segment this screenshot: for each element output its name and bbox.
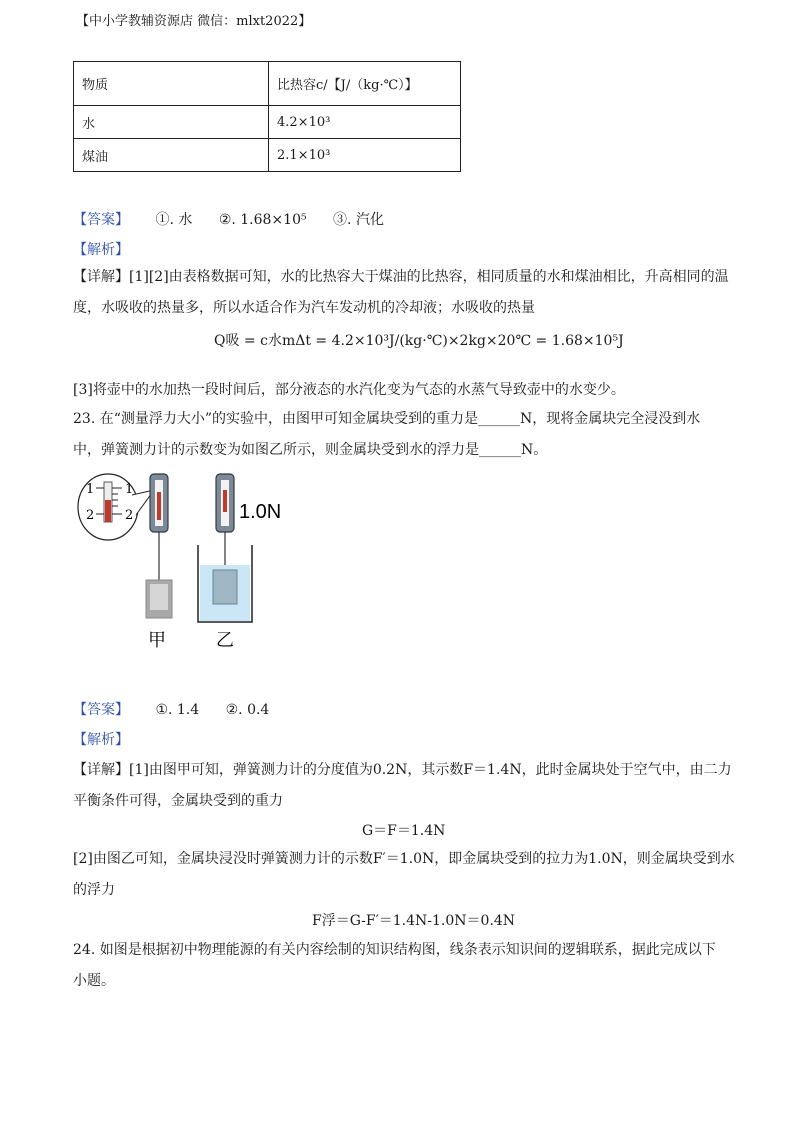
- scale-number: 2: [125, 508, 134, 523]
- answer-tag: 【答案】: [73, 212, 129, 228]
- answer-item: ①. 水: [155, 212, 193, 228]
- analysis-tag: 【解析】: [73, 242, 129, 258]
- table-header-cell: 比热容c/【J/（kg·℃）】: [269, 62, 461, 106]
- table-cell: 水: [74, 106, 269, 139]
- q23-answer-line: [73, 700, 291, 720]
- question-text: 小题。: [73, 973, 115, 989]
- gravity-equation: G＝F＝1.4N: [362, 823, 446, 839]
- spring-scale-diagram: [74, 470, 294, 660]
- figure-caption-a: 甲: [148, 630, 166, 651]
- answer-item: ②. 0.4: [225, 702, 270, 718]
- question-text: 中，弹簧测力计的示数变为如图乙所示，则金属块受到水的浮力是______N。: [73, 442, 548, 458]
- table-header-cell: 物质: [74, 62, 269, 106]
- answer-item: ③. 汽化: [333, 212, 384, 228]
- answer-tag: 【答案】: [73, 702, 129, 718]
- table-cell: 煤油: [74, 139, 269, 172]
- buoyancy-equation: F浮＝G-F′＝1.4N-1.0N＝0.4N: [312, 913, 516, 929]
- reading-label: 1.0N: [239, 501, 282, 523]
- scale-number: 2: [86, 508, 95, 523]
- figure-caption-b: 乙: [216, 630, 234, 651]
- table-cell: 4.2×10³: [269, 106, 461, 139]
- answer-item: ②. 1.68×10⁵: [218, 212, 307, 228]
- detail-text: 【详解】[1]由图甲可知，弹簧测力计的分度值为0.2N，其示数F＝1.4N，此时金属块处于空气中，由二力: [73, 762, 732, 778]
- analysis-tag: 【解析】: [73, 732, 129, 748]
- question-text: 24. 如图是根据初中物理能源的有关内容绘制的知识结构图，线条表示知识间的逻辑联系，据此完成以下: [73, 942, 716, 958]
- question-text: 23. 在“测量浮力大小”的实验中，由图甲可知金属块受到的重力是______N，现将金属块完全浸没到水: [73, 411, 701, 427]
- heat-equation: Q吸 = c水mΔt = 4.2×10³J/(kg·℃)×2kg×20℃ = 1.68×10⁵J: [214, 333, 624, 349]
- scale-number: 1: [86, 482, 95, 497]
- detail-text: 平衡条件可得，金属块受到的重力: [73, 793, 283, 809]
- detail-text: 【详解】[1][2]由表格数据可知，水的比热容大于煤油的比热容，相同质量的水和煤油相比，升高相同的温: [73, 269, 729, 285]
- q22-answer-line: [73, 210, 406, 230]
- detail-text: [2]由图乙可知，金属块浸没时弹簧测力计的示数F′＝1.0N，即金属块受到的拉力为1.0N，则金属块受到水: [73, 851, 735, 867]
- detail-text: 的浮力: [73, 882, 115, 898]
- answer-item: ①. 1.4: [155, 702, 200, 718]
- scale-number: 1: [125, 482, 134, 497]
- specific-heat-table: [73, 61, 461, 172]
- table-row: [74, 139, 461, 172]
- detail-text: [3]将壶中的水加热一段时间后，部分液态的水汽化变为气态的水蒸气导致壶中的水变少。: [73, 382, 625, 398]
- table-cell: 2.1×10³: [269, 139, 461, 172]
- metal-block-b: [213, 570, 237, 604]
- table-row: [74, 106, 461, 139]
- page-header: 【中小学教辅资源店 微信：mlxt2022】: [76, 14, 312, 29]
- spring-scale-figure: [74, 470, 294, 660]
- table-header-row: [74, 62, 461, 106]
- detail-text: 度，水吸收的热量多，所以水适合作为汽车发动机的冷却液；水吸收的热量: [73, 300, 535, 316]
